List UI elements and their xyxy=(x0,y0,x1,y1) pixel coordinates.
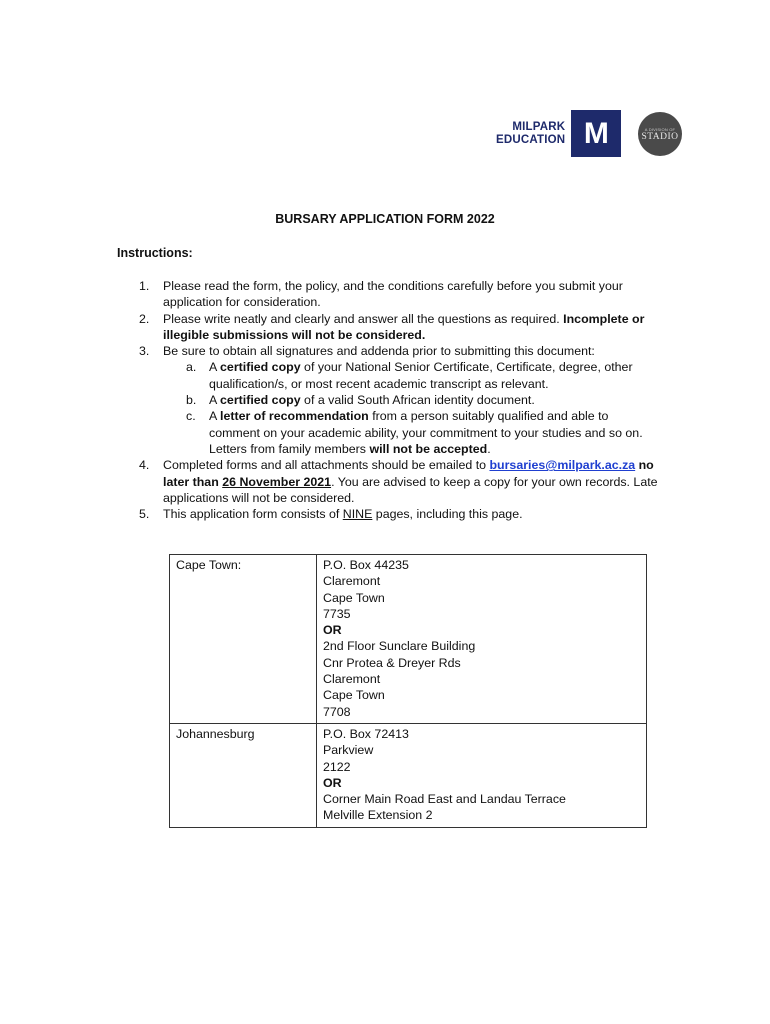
sub-letter: b. xyxy=(186,393,197,408)
address-line: Cape Town xyxy=(323,590,385,605)
address-line: P.O. Box 72413 xyxy=(323,726,409,741)
instruction-3c xyxy=(163,408,662,457)
instructions-heading: Instructions: xyxy=(117,246,193,260)
address-line: 2122 xyxy=(323,759,351,774)
sub-letter: a. xyxy=(186,360,197,375)
address-table xyxy=(169,554,647,828)
sub-emphasis: certified copy xyxy=(220,393,301,408)
table-row xyxy=(170,723,647,827)
sub-text: from a person suitably qualified and able to comment on your academic ability, your commitment to your studies and so on. Letters from family members xyxy=(209,409,643,456)
sub-text: . xyxy=(487,441,491,456)
instruction-text: Completed forms and all attachments should be emailed to xyxy=(163,458,490,473)
instruction-3a xyxy=(163,359,662,392)
instruction-number: 5. xyxy=(139,507,150,522)
sub-text: of a valid South African identity document. xyxy=(300,393,535,408)
instruction-emphasis: Incomplete or illegible submissions will not be considered. xyxy=(163,311,645,342)
page-title: BURSARY APPLICATION FORM 2022 xyxy=(275,212,495,226)
sub-letter: c. xyxy=(186,409,196,424)
logo-line-1: MILPARK xyxy=(512,120,566,133)
table-row xyxy=(170,555,647,724)
instruction-text: Be sure to obtain all signatures and addenda prior to submitting this document: xyxy=(163,344,595,359)
sub-text: A xyxy=(209,409,221,424)
instruction-text: . You are advised to keep a copy for your own records. Late applications will not be considered. xyxy=(163,474,658,505)
sub-emphasis: certified copy xyxy=(220,360,301,375)
address-line: Melville Extension 2 xyxy=(323,808,433,823)
address-line: P.O. Box 44235 xyxy=(323,558,409,572)
sub-emphasis: letter of recommendation xyxy=(220,409,369,424)
instructions-list xyxy=(117,278,662,522)
sub-emphasis: will not be accepted xyxy=(369,441,488,456)
address-line: Parkview xyxy=(323,743,374,758)
address-line: 2nd Floor Sunclare Building xyxy=(323,639,476,654)
instruction-text: Please write neatly and clearly and answer all the questions as required. xyxy=(163,311,564,326)
instruction-2 xyxy=(117,311,662,344)
logo-wordmark xyxy=(496,121,565,147)
address-line: Cnr Protea & Dreyer Rds xyxy=(323,655,461,670)
city-cell: Johannesburg xyxy=(170,723,317,827)
instruction-number: 4. xyxy=(139,458,150,473)
sub-text: of your National Senior Certificate, Certificate, degree, other qualification/s, or most recent academic transcript as relevant. xyxy=(209,360,633,391)
instruction-number: 1. xyxy=(139,279,150,293)
address-line: 7708 xyxy=(323,704,351,719)
stadio-badge-tagline: A DIVISION OF xyxy=(644,126,676,132)
stadio-badge xyxy=(638,112,682,156)
address-cell xyxy=(317,555,647,724)
city-cell: Cape Town: xyxy=(170,555,317,724)
address-line: Claremont xyxy=(323,574,381,589)
instruction-1 xyxy=(117,278,662,311)
address-line: Corner Main Road East and Landau Terrace xyxy=(323,792,566,807)
sub-text: A xyxy=(209,360,221,375)
instruction-4 xyxy=(117,457,662,506)
address-line: Cape Town xyxy=(323,688,385,703)
instruction-3b xyxy=(163,392,662,408)
logo-m-square: M xyxy=(571,110,621,157)
page-count: NINE xyxy=(342,507,373,522)
address-or: OR xyxy=(323,623,342,638)
instruction-text: pages, including this page. xyxy=(372,507,523,522)
sub-text: A xyxy=(209,393,221,408)
instruction-text: Please read the form, the policy, and the conditions carefully before you submit your application for consideration. xyxy=(163,279,623,310)
deadline-date: 26 November 2021 xyxy=(222,474,332,489)
address-line: 7735 xyxy=(323,606,351,621)
instruction-number: 3. xyxy=(139,344,150,359)
logo-line-2: EDUCATION xyxy=(496,133,566,146)
instruction-number: 2. xyxy=(139,311,150,326)
instruction-5 xyxy=(117,506,662,522)
instruction-3 xyxy=(117,343,662,457)
address-cell xyxy=(317,723,647,827)
bursaries-email-link[interactable]: bursaries@milpark.ac.za xyxy=(489,458,636,473)
address-or: OR xyxy=(323,775,342,790)
instruction-emphasis: no later than xyxy=(163,458,654,489)
instruction-text: This application form consists of xyxy=(163,507,343,522)
address-line: Claremont xyxy=(323,672,381,687)
stadio-badge-name: STADIO xyxy=(641,131,679,142)
milpark-logo xyxy=(496,110,621,157)
